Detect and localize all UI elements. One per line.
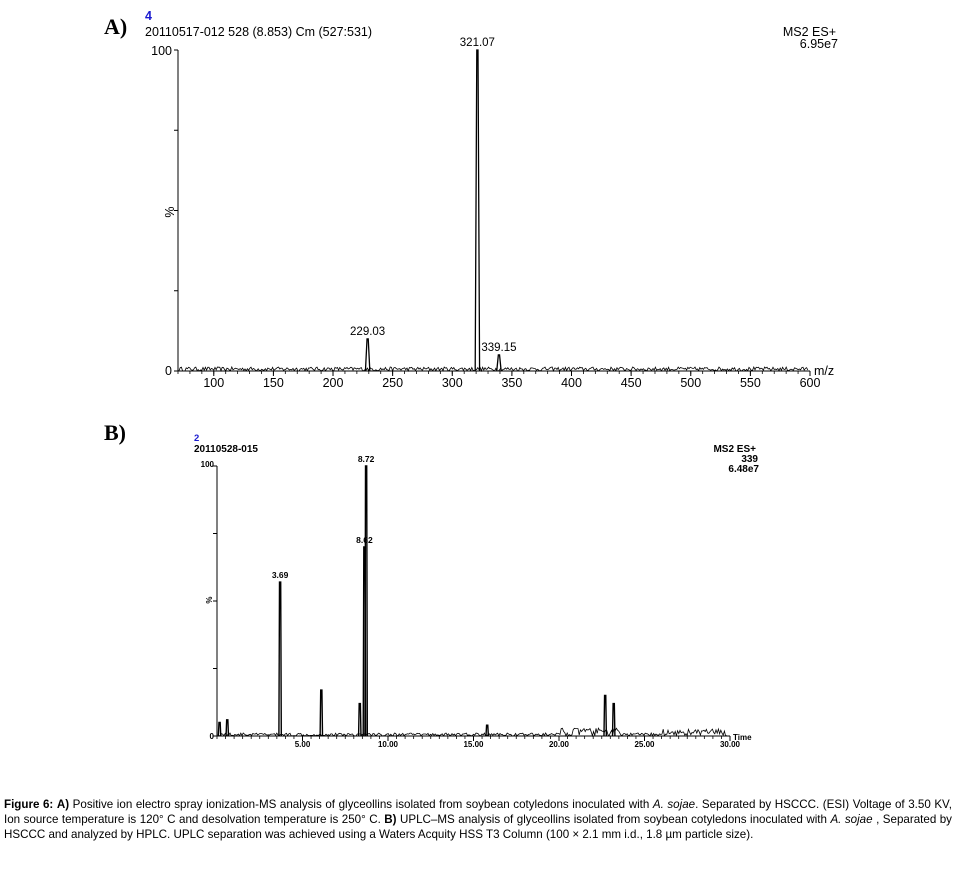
panel-a-letter: A) [104,14,128,39]
panel-b-function-label: MS2 ES+ [713,444,756,455]
a-x-tick-label: 600 [799,376,821,390]
panel-a-baseline [179,367,808,371]
panel-a-y-tick-100: 100 [151,44,172,58]
b-peak-label: 8.72 [357,454,375,464]
panel-b-intensity: 6.48e7 [728,464,759,475]
b-peak [218,723,220,737]
b-peak [279,582,281,736]
panel-b-mass: 339 [741,454,758,465]
panel-b-sample-info: 20110528-015 [194,444,258,455]
a-peak-label: 321.07 [459,37,495,49]
a-peak-label: 339.15 [481,341,517,354]
a-peak [475,50,479,371]
panel-a-sample-info: 20110517-012 528 (8.853) Cm (527:531) [145,25,373,39]
panel-b-baseline [218,728,727,736]
caption-figure-label: Figure 6: [4,798,54,811]
b-x-tick-label: 20.00 [548,740,570,749]
b-x-tick-label: 30.00 [719,740,741,749]
a-x-tick-label: 350 [501,376,523,390]
panel-a-y-tick-0: 0 [165,364,172,378]
b-x-tick-label: 5.00 [294,740,311,749]
panel-b-x-label: Time [733,733,752,742]
b-x-tick-label: 15.00 [463,740,484,749]
a-peak [365,339,369,371]
a-peak [497,355,501,371]
panel-b-x-ticks [213,466,741,749]
caption-b-text-1: UPLC–MS analysis of glyceollins isolated from soybean cotyledons inoculated with [396,813,831,826]
a-peak-label: 229.03 [350,325,386,338]
b-x-tick-label: 25.00 [634,740,655,749]
a-x-tick-label: 100 [203,376,225,390]
a-x-tick-label: 450 [620,376,642,390]
panel-a-scan-number: 4 [145,9,152,23]
b-peak [359,704,361,736]
panel-b-y-tick-100: 100 [200,460,214,469]
a-x-tick-label: 150 [262,376,284,390]
b-peak [226,720,228,736]
b-peak-label: 8.62 [356,535,373,545]
b-peak-label: 3.69 [271,570,289,581]
a-x-tick-label: 200 [322,376,344,390]
panel-a-intensity: 6.95e7 [799,37,838,51]
caption-a-species: A. sojae [652,798,696,811]
panel-a-peaks [350,37,517,371]
b-noise-trace [218,728,727,736]
caption-b-species: A. sojae [830,813,873,826]
panel-a-y-label: % [163,206,177,218]
a-noise-trace [179,367,808,371]
a-x-tick-label: 300 [441,376,463,390]
a-x-tick-label: 400 [561,376,582,390]
panel-b-scan-number: 2 [194,433,200,444]
caption-b-label: B) [384,813,397,826]
b-peak [604,696,606,737]
caption-b-text-2: , Separated by HSCCC and analyzed by HPLC. UPLC separation was achieved using a Waters Acquity HSS T3 Column (100 × 2.1 mm i.d., 1.8 µm particle size). [4,813,952,841]
a-x-tick-label: 500 [680,376,702,390]
b-x-tick-label: 10.00 [377,740,399,749]
panel-a [104,9,838,390]
panel-b [104,420,759,749]
panel-a-x-ticks [174,50,820,390]
figure-caption [4,797,952,842]
panel-b-y-label: % [205,596,214,604]
caption-a-label: A) [56,798,70,811]
panel-a-function-label: MS2 ES+ [782,25,836,39]
a-x-tick-label: 550 [739,376,761,390]
panel-a-x-label: m/z [814,364,835,378]
b-peak [486,725,488,736]
panel-b-letter: B) [104,420,126,445]
caption-a-text-2: . Separated by HSCCC. (ESI) Voltage of 3.50 KV, Ion source temperature is 120° C and desolvation temperature is 250° C. [4,798,952,826]
b-peak [320,690,322,736]
a-x-tick-label: 250 [382,376,404,390]
panel-b-peaks [218,454,615,736]
caption-a-text-1: Positive ion electro spray ionization-MS analysis of glyceollins isolated from soybean cotyledons inoculated with [69,798,653,811]
panel-b-y-tick-0: 0 [209,732,214,741]
